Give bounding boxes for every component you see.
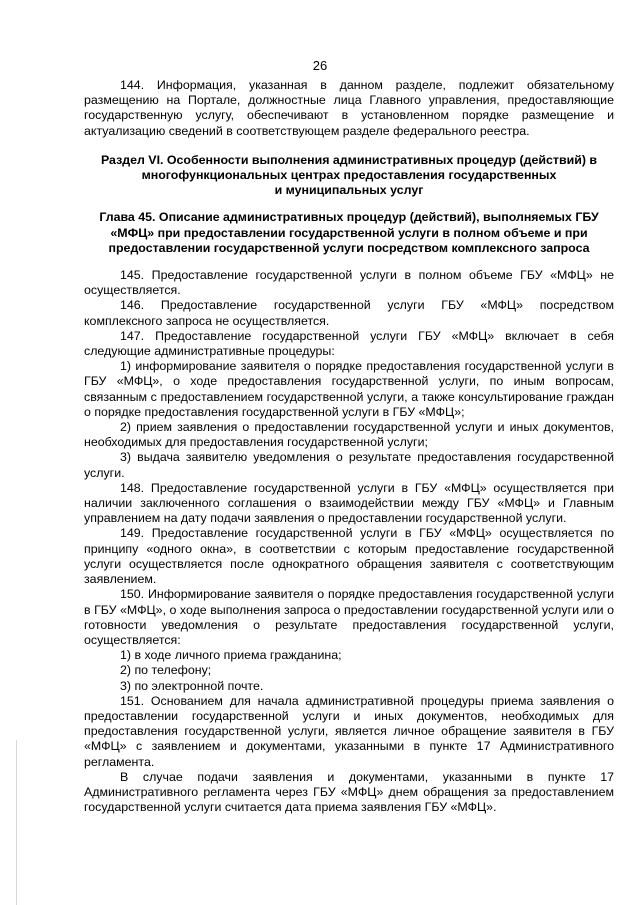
chapter-heading: [84, 210, 614, 256]
paragraph-150: 150. Информирование заявителя о порядке предоставления государственной услуги в ГБУ «МФЦ», о ходе выполнения запроса о предоставлении государственной услуги или о готовности уведомления о результате предоставления государственной услуги, осуществляется:: [84, 587, 614, 647]
chapter-heading-line: «МФЦ» при предоставлении государственной услуги в полном объеме и при: [110, 225, 588, 240]
scan-edge-line: [16, 740, 17, 905]
page-number: 26: [312, 58, 328, 73]
chapter-heading-line: предоставлении государственной услуги посредством комплексного запроса: [108, 240, 590, 255]
section-heading-line: Раздел VI. Особенности выполнения административных процедур (действий) в: [100, 152, 598, 167]
section-heading: [84, 153, 614, 199]
list-item-150-1: 1) в ходе личного приема гражданина;: [120, 648, 342, 663]
section-heading-line: и муниципальных услуг: [274, 183, 424, 198]
paragraph-145: 145. Предоставление государственной услуги в полном объеме ГБУ «МФЦ» не осуществляется.: [84, 268, 614, 298]
paragraph-144: 144. Информация, указанная в данном разделе, подлежит обязательному размещению на Портале, должностные лица Главного управления, предоставляющие государственную услугу, обеспечивают в установленном порядке размещение и актуализацию сведений в соответствующем разделе федерального реестра.: [84, 78, 614, 138]
paragraph-151: 151. Основанием для начала административной процедуры приема заявления о предоставлении государственной услуги и иных документов, необходимых для предоставления государственной услуги, является личное обращение заявителя в ГБУ «МФЦ» с заявлением и документами, указанными в пункте 17 Административного регламента.: [84, 693, 614, 769]
list-item-147-2: 2) прием заявления о предоставлении государственной услуги и иных документов, необходимых для предоставления государственной услуги;: [84, 420, 614, 450]
paragraph-148: 148. Предоставление государственной услуги в ГБУ «МФЦ» осуществляется при наличии заключенного соглашения о взаимодействии между ГБУ «МФЦ» и Главным управлением на дату подачи заявления о предоставлении государственной услуги.: [84, 480, 614, 526]
document-body: [84, 78, 614, 815]
section-heading-line: многофункциональных центрах предоставления государственных: [141, 168, 557, 183]
list-item-150-2: 2) по телефону;: [120, 663, 212, 678]
paragraph-149: 149. Предоставление государственной услуги в ГБУ «МФЦ» осуществляется по принципу «одного окна», в соответствии с которым предоставление государственной услуги осуществляется после однократного обращения заявителя с соответствующим заявлением.: [84, 526, 614, 587]
paragraph-151-note: В случае подачи заявления и документами, указанными в пункте 17 Административного регламента через ГБУ «МФЦ» днем обращения за предоставлением государственной услуги считается дата приема заявления ГБУ «МФЦ».: [84, 769, 614, 815]
paragraph-147: 147. Предоставление государственной услуги ГБУ «МФЦ» включает в себя следующие административные процедуры:: [84, 328, 614, 359]
list-item-147-1: 1) информирование заявителя о порядке предоставления государственной услуги в ГБУ «МФЦ», о ходе предоставления государственной услуги, по иным вопросам, связанным с предоставлением государственной услуги, а также консультирование граждан о порядке предоставления государственной услуги в ГБУ «МФЦ»;: [84, 359, 614, 419]
paragraph-146: 146. Предоставление государственной услуги ГБУ «МФЦ» посредством комплексного запроса не осуществляется.: [84, 298, 614, 328]
chapter-heading-line: Глава 45. Описание административных процедур (действий), выполняемых ГБУ: [99, 210, 599, 225]
list-item-150-3: 3) по электронной почте.: [120, 678, 264, 693]
list-item-147-3: 3) выдача заявителю уведомления о результате предоставления государственной услуги.: [84, 450, 614, 480]
